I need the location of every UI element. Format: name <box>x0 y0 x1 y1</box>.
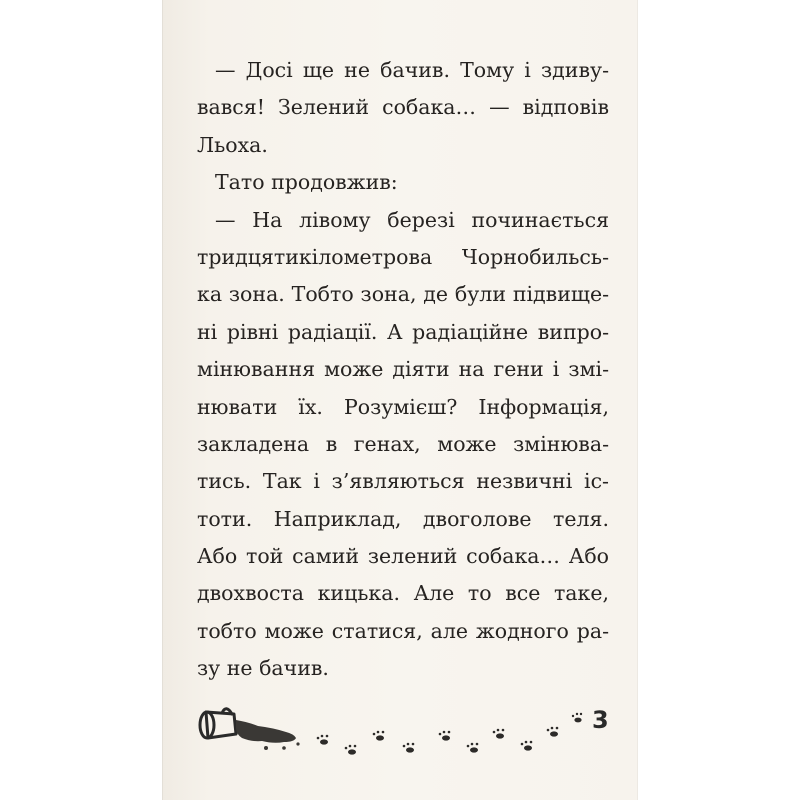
text-line: — Досі ще не бачив. Тому і здиву- <box>215 58 609 82</box>
text-line: Або той самий зелений собака… Або <box>197 544 609 569</box>
page-number: 3 <box>592 706 609 734</box>
text-line: тобто може статися, але жодного ра- <box>197 618 609 643</box>
text-line: двохвоста кицька. Але то все таке, <box>197 581 609 606</box>
text-line: нювати їх. Розумієш? Інформація, <box>197 394 609 419</box>
text-line: зу не бачив. <box>197 656 329 681</box>
text-line: Тато продовжив: <box>215 170 398 195</box>
body-text <box>197 52 609 688</box>
spilled-bucket-paw-prints-icon <box>162 690 638 770</box>
text-line: Льоха. <box>197 132 268 157</box>
text-line: вався! Зелений собака… — відповів <box>197 95 609 120</box>
text-line: — На лівому березі починається <box>215 207 609 232</box>
book-page <box>162 0 638 800</box>
text-line: тридцятикілометрова Чорнобильсь- <box>197 244 609 269</box>
text-line: ні рівні радіації. А радіаційне випро- <box>197 319 609 344</box>
text-line: закладена в генах, може змінюва- <box>197 431 609 456</box>
text-line: тоти. Наприклад, двоголове теля. <box>197 506 609 531</box>
text-line: тись. Так і з’являються незвичні іс- <box>197 469 609 494</box>
text-line: ка зона. Тобто зона, де були підвище- <box>197 282 609 307</box>
text-line: мінювання може діяти на гени і змі- <box>197 357 609 382</box>
